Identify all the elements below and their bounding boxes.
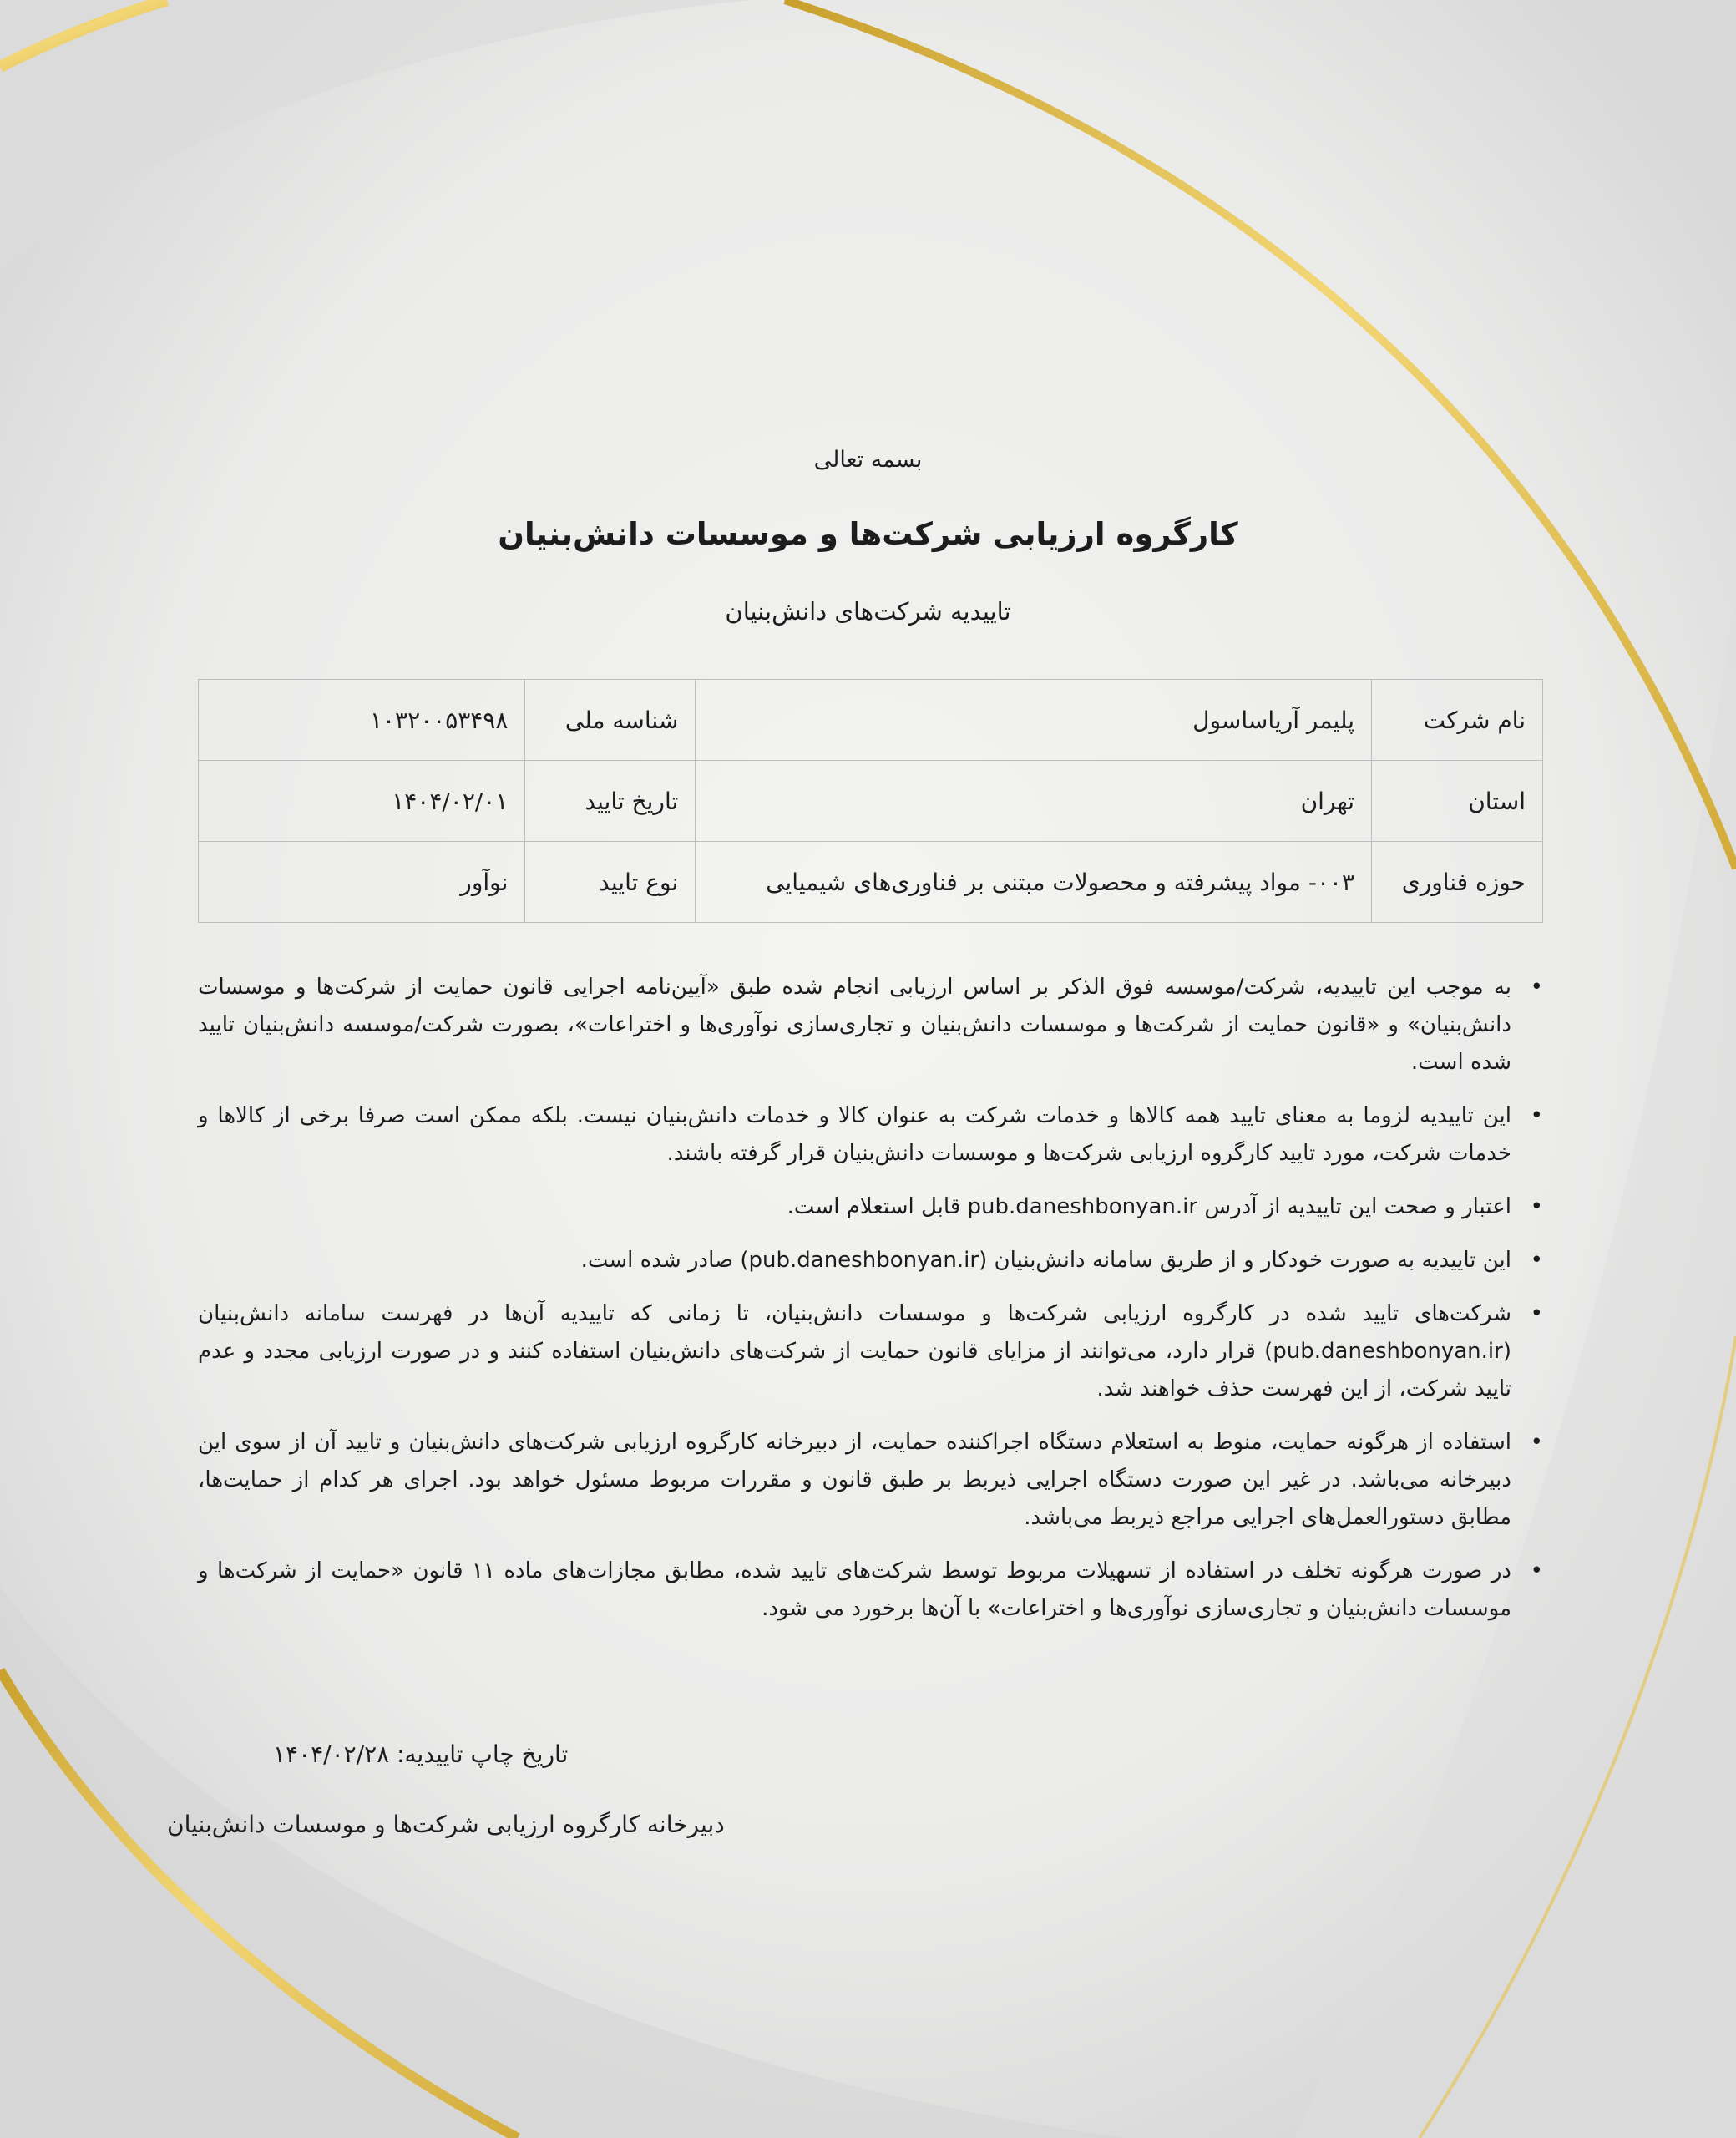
list-item bbox=[198, 969, 1543, 1082]
label-province: استان bbox=[1372, 761, 1543, 842]
table-row bbox=[199, 842, 1543, 923]
page-subtitle: تاییدیه شرکت‌های دانش‌بنیان bbox=[725, 597, 1011, 626]
value-company-name: پلیمر آریاساسول bbox=[696, 680, 1372, 761]
value-approval-type: نوآور bbox=[199, 842, 525, 923]
list-item bbox=[198, 1553, 1543, 1628]
list-item bbox=[198, 1424, 1543, 1537]
print-date: تاریخ چاپ تاییدیه: ۱۴۰۴/۰۲/۲۸ bbox=[273, 1740, 569, 1768]
bullet-icon: • bbox=[1530, 1301, 1543, 1326]
company-info-table bbox=[198, 679, 1543, 923]
label-company-name: نام شرکت bbox=[1372, 680, 1543, 761]
table-row bbox=[199, 761, 1543, 842]
label-tech-field: حوزه فناوری bbox=[1372, 842, 1543, 923]
notes-list bbox=[198, 969, 1543, 1644]
table-row bbox=[199, 680, 1543, 761]
list-item bbox=[198, 1295, 1543, 1408]
label-national-id: شناسه ملی bbox=[525, 680, 696, 761]
note-text: اعتبار و صحت این تاییدیه از آدرس pub.daneshbonyan.ir قابل استعلام است. bbox=[787, 1194, 1511, 1219]
label-approval-type: نوع تایید bbox=[525, 842, 696, 923]
note-text: شرکت‌های تایید شده در کارگروه ارزیابی شرکت‌ها و موسسات دانش‌بنیان، تا زمانی که تاییدیه آن‌ها در فهرست سامانه دانش‌بنیان (pub.daneshbonyan.ir) قرار دارد، می‌توانند از مزایای قانون حمایت از شرکت‌های دانش‌بنیان استفاده کنند و در صورت ارزیابی مجدد و عدم تایید شرکت، از این فهرست حذف خواهند شد. bbox=[198, 1301, 1511, 1401]
value-national-id: ۱۰۳۲۰۰۵۳۴۹۸ bbox=[199, 680, 525, 761]
note-text: در صورت هرگونه تخلف در استفاده از تسهیلات مربوط توسط شرکت‌های تایید شده، مطابق مجازات‌های ماده ۱۱ قانون «حمایت از شرکت‌ها و موسسات دانش‌بنیان و تجاری‌سازی نوآوری‌ها و اختراعات» با آن‌ها برخورد می شود. bbox=[198, 1558, 1511, 1621]
value-tech-field: ۰۰۳- مواد پیشرفته و محصولات مبتنی بر فناوری‌های شیمیایی bbox=[696, 842, 1372, 923]
note-text: به موجب این تاییدیه، شرکت/موسسه فوق الذکر بر اساس ارزیابی انجام شده طبق «آیین‌نامه اجرایی قانون حمایت از شرکت‌ها و موسسات دانش‌بنیان» و «قانون حمایت از شرکت‌ها و موسسات دانش‌بنیان و تجاری‌سازی نوآوری‌ها و اختراعات»، بصورت شرکت/موسسه دانش‌بنیان تایید شده است. bbox=[198, 975, 1511, 1075]
list-item bbox=[198, 1097, 1543, 1173]
page-title: کارگروه ارزیابی شرکت‌ها و موسسات دانش‌بنیان bbox=[498, 516, 1238, 552]
issuer-signature: دبیرخانه کارگروه ارزیابی شرکت‌ها و موسسات دانش‌بنیان bbox=[167, 1811, 725, 1838]
note-text: استفاده از هرگونه حمایت، منوط به استعلام دستگاه اجراکننده حمایت، از دبیرخانه کارگروه ارزیابی شرکت‌های دانش‌بنیان و تایید آن از سوی این دبیرخانه می‌باشد. در غیر این صورت دستگاه اجرایی ذیربط بر طبق قانون و مقررات مربوط مسئول خواهد بود. اجرای هر کدام از حمایت‌ها، مطابق دستورالعمل‌های اجرایی مراجع ذیربط می‌باشد. bbox=[198, 1430, 1511, 1530]
bullet-icon: • bbox=[1530, 1103, 1543, 1128]
value-province: تهران bbox=[696, 761, 1372, 842]
bullet-icon: • bbox=[1530, 1248, 1543, 1273]
note-text: این تاییدیه به صورت خودکار و از طریق سامانه دانش‌بنیان (pub.daneshbonyan.ir) صادر شده است. bbox=[580, 1248, 1511, 1273]
basmala: بسمه تعالی bbox=[813, 447, 923, 473]
bullet-icon: • bbox=[1530, 1194, 1543, 1219]
bullet-icon: • bbox=[1530, 975, 1543, 1000]
list-item bbox=[198, 1242, 1543, 1279]
value-approval-date: ۱۴۰۴/۰۲/۰۱ bbox=[199, 761, 525, 842]
bullet-icon: • bbox=[1530, 1430, 1543, 1455]
bullet-icon: • bbox=[1530, 1558, 1543, 1583]
note-text: این تاییدیه لزوما به معنای تایید همه کالاها و خدمات شرکت به عنوان کالا و خدمات دانش‌بنیان نیست. بلکه ممکن است صرفا برخی از کالاها و خدمات شرکت، مورد تایید کارگروه ارزیابی شرکت‌ها و موسسات دانش‌بنیان قرار گرفته باشند. bbox=[198, 1103, 1511, 1166]
label-approval-date: تاریخ تایید bbox=[525, 761, 696, 842]
list-item bbox=[198, 1188, 1543, 1226]
